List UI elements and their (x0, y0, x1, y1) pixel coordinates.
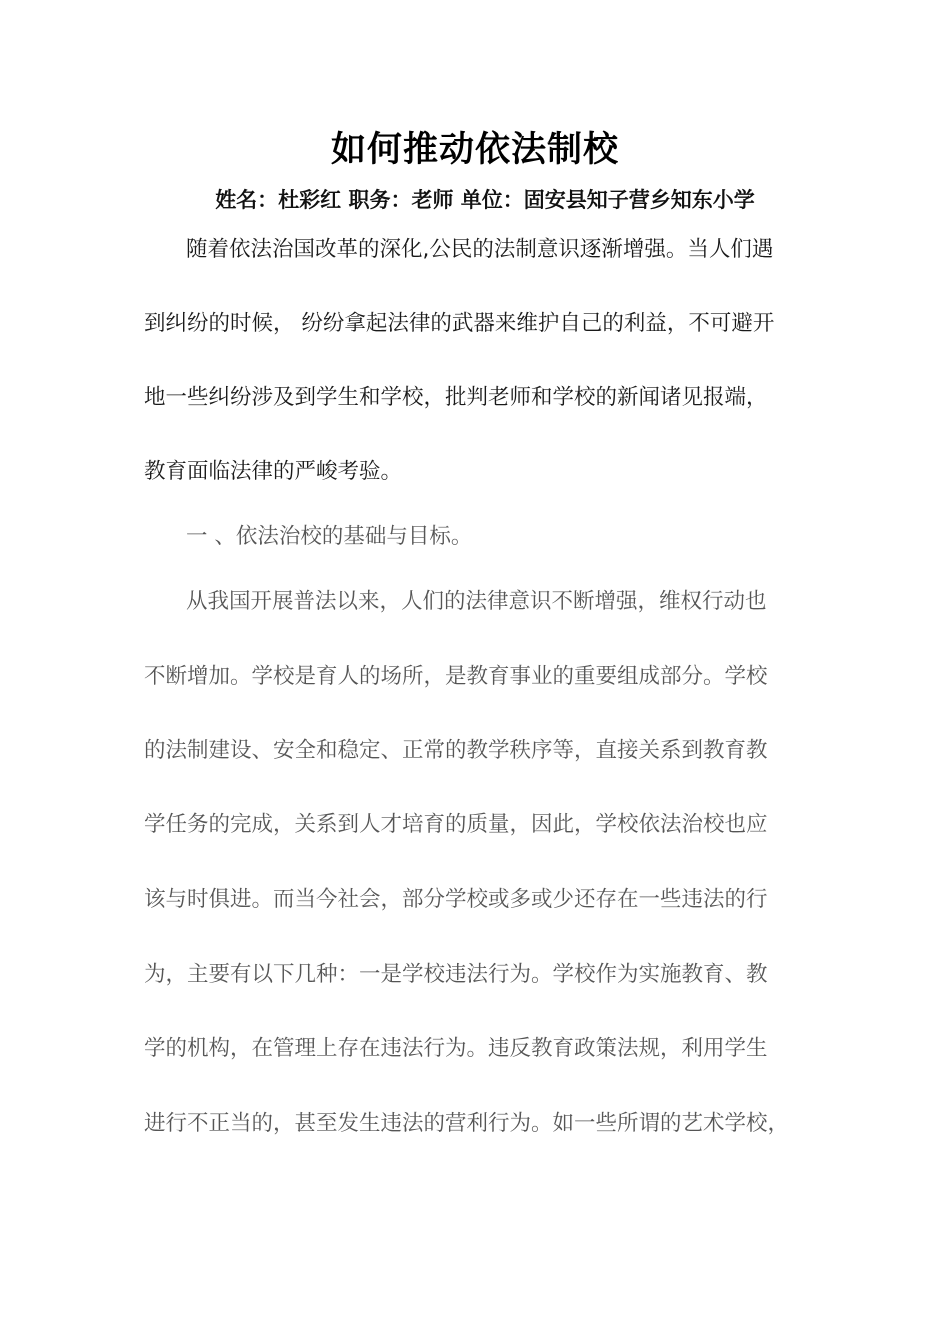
body-line: 学任务的完成，关系到人才培育的质量，因此，学校依法治校也应 (144, 812, 768, 837)
body-line: 该与时俱进。而当今社会，部分学校或多或少还存在一些违法的行 (144, 887, 768, 912)
body-line: 不断增加。学校是育人的场所，是教育事业的重要组成部分。学校 (144, 664, 768, 689)
intro-line: 到纠纷的时候， 纷纷拿起法律的武器来维护自己的利益，不可避开 (144, 311, 775, 336)
body-line: 进行不正当的，甚至发生违法的营利行为。如一些所谓的艺术学校， (144, 1111, 790, 1136)
body-line: 学的机构，在管理上存在违法行为。违反教育政策法规，利用学生 (144, 1036, 768, 1061)
intro-line: 地一些纠纷涉及到学生和学校，批判老师和学校的新闻诸见报端， (144, 385, 768, 410)
intro-line: 教育面临法律的严峻考验。 (144, 459, 403, 484)
body-line: 从我国开展普法以来，人们的法律意识不断增强，维权行动也 (186, 589, 767, 614)
body-line: 的法制建设、安全和稳定、正常的教学秩序等，直接关系到教育教 (144, 738, 768, 763)
author-info: 姓名：杜彩红 职务：老师 单位：固安县知子营乡知东小学 (215, 188, 755, 212)
intro-line: 随着依法治国改革的深化,公民的法制意识逐渐增强。当人们遇 (186, 237, 774, 262)
body-line: 为，主要有以下几种：一是学校违法行为。学校作为实施教育、教 (144, 962, 768, 987)
section-heading: 一 、依法治校的基础与目标。 (186, 524, 473, 549)
document-title: 如何推动依法制校 (330, 130, 619, 170)
